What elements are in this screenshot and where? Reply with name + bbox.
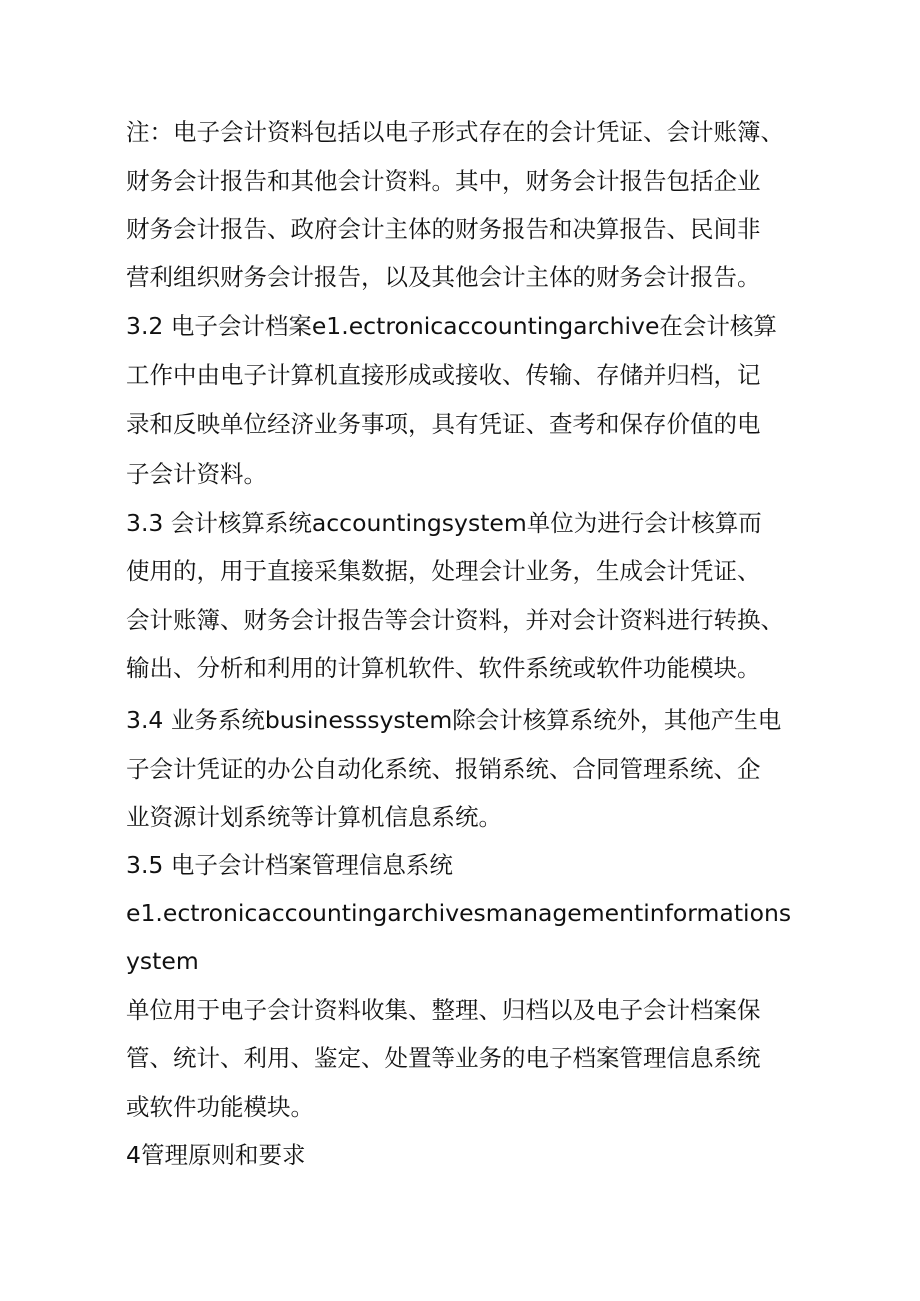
text-line: 财务会计报告、政府会计主体的财务报告和决算报告、民间非 xyxy=(126,215,761,243)
text-line: 子会计凭证的办公自动化系统、报销系统、合同管理系统、企 xyxy=(126,755,761,783)
text-line: 财务会计报告和其他会计资料。其中，财务会计报告包括企业 xyxy=(126,167,761,195)
text-line: 业资源计划系统等计算机信息系统。 xyxy=(126,803,502,831)
text-line: 输出、分析和利用的计算机软件、软件系统或软件功能模块。 xyxy=(126,654,761,682)
text-line: 使用的，用于直接采集数据，处理会计业务，生成会计凭证、 xyxy=(126,557,761,585)
text-line: 或软件功能模块。 xyxy=(126,1093,314,1121)
text-line: 录和反映单位经济业务事项，具有凭证、查考和保存价值的电 xyxy=(126,410,761,438)
text-line: ystem xyxy=(126,947,199,975)
text-line: e1.ectronicaccountingarchivesmanagementinformations xyxy=(126,899,792,927)
section-3-2-heading: 3.2 电子会计档案e1.ectronicaccountingarchive在会计核算 xyxy=(126,312,777,340)
text-line: 管、统计、利用、鉴定、处置等业务的电子档案管理信息系统 xyxy=(126,1044,761,1072)
section-3-5-heading: 3.5 电子会计档案管理信息系统 xyxy=(126,851,453,879)
text-line: 工作中由电子计算机直接形成或接收、传输、存储并归档，记 xyxy=(126,361,761,389)
section-4-heading: 4管理原则和要求 xyxy=(126,1141,306,1169)
section-3-4-heading: 3.4 业务系统businesssystem除会计核算系统外，其他产生电 xyxy=(126,706,782,734)
text-line: 子会计资料。 xyxy=(126,460,267,488)
text-line: 注：电子会计资料包括以电子形式存在的会计凭证、会计账簿、 xyxy=(126,118,784,146)
section-3-3-heading: 3.3 会计核算系统accountingsystem单位为进行会计核算而 xyxy=(126,509,762,537)
text-line: 会计账簿、财务会计报告等会计资料，并对会计资料进行转换、 xyxy=(126,606,784,634)
text-line: 单位用于电子会计资料收集、整理、归档以及电子会计档案保 xyxy=(126,996,761,1024)
text-line: 营利组织财务会计报告，以及其他会计主体的财务会计报告。 xyxy=(126,263,761,291)
